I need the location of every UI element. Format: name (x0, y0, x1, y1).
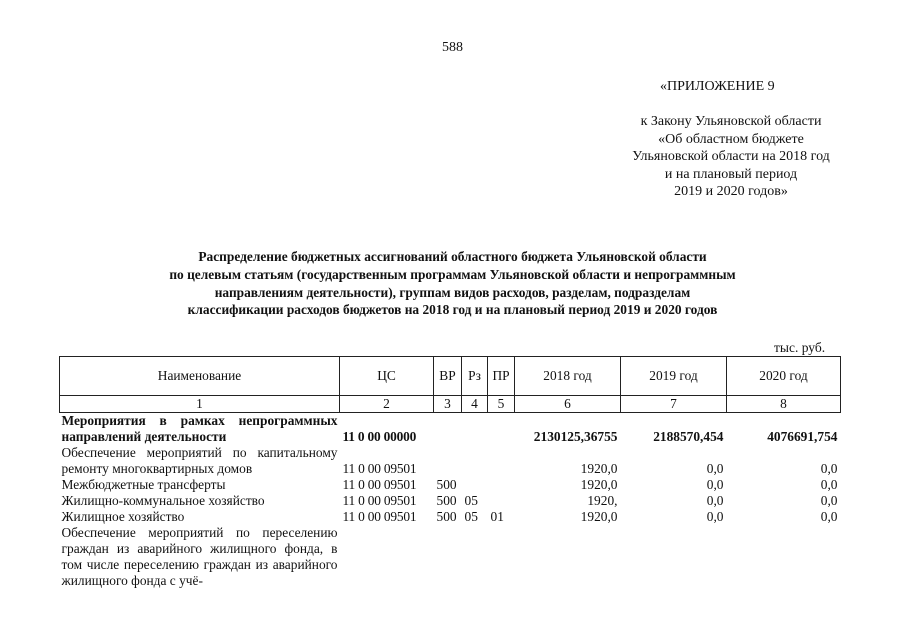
column-number: 4 (462, 396, 488, 413)
row-2018: 2130125,36755 (533, 429, 618, 444)
row-2019: 2188570,454 (653, 429, 724, 444)
row-2020: 0,0 (820, 461, 838, 476)
row-pr: 01 (490, 509, 504, 524)
row-pr (488, 477, 515, 493)
row-2019 (621, 525, 727, 589)
row-2019: 0,0 (706, 461, 724, 476)
row-pr (488, 413, 515, 446)
row-cs: 11 0 00 09501 (342, 493, 417, 508)
row-2020: 4076691,754 (767, 429, 838, 444)
law-reference-line: и на плановый период (664, 166, 798, 182)
column-number-row (60, 396, 841, 413)
table-row (60, 413, 841, 446)
column-number: 6 (515, 396, 621, 413)
header-vr: ВР (434, 357, 462, 396)
table-row (60, 509, 841, 525)
law-reference-line: к Закону Ульяновской области (640, 114, 822, 129)
row-vr (434, 413, 462, 446)
units-label: тыс. руб. (774, 340, 826, 355)
row-2018: 1920,0 (580, 509, 618, 524)
table-row (60, 477, 841, 493)
row-pr (488, 445, 515, 477)
row-2019: 0,0 (706, 509, 724, 524)
document-title-line: по целевым статьям (государственным программам Ульяновской области и непрограммным (169, 266, 736, 282)
law-reference (600, 113, 862, 201)
row-2019: 0,0 (706, 493, 724, 508)
table-row (60, 525, 841, 589)
row-vr: 500 (436, 477, 457, 492)
column-number: 5 (488, 396, 515, 413)
row-name: Обеспечение мероприятий по капитальному ремонту многоквартирных домов (61, 445, 338, 476)
row-cs: 11 0 00 00000 (342, 429, 417, 444)
header-pr: ПР (488, 357, 515, 396)
header-row (60, 357, 841, 396)
row-vr: 500 (436, 509, 457, 524)
row-2020: 0,0 (820, 493, 838, 508)
row-vr: 500 (436, 493, 457, 508)
row-rz: 05 (464, 509, 478, 524)
row-2020: 0,0 (820, 509, 838, 524)
row-cs (340, 525, 434, 589)
row-vr (434, 525, 462, 589)
row-2020 (727, 525, 841, 589)
row-rz (462, 525, 488, 589)
row-rz (462, 445, 488, 477)
row-pr (488, 493, 515, 509)
document-title-line: классификации расходов бюджетов на 2018 год и на плановый период 2019 и 2020 годов (187, 302, 718, 318)
appendix-title: «ПРИЛОЖЕНИЕ 9 (660, 79, 775, 94)
law-reference-line: 2019 и 2020 годов» (674, 184, 788, 199)
row-pr (488, 525, 515, 589)
row-2020: 0,0 (820, 477, 838, 492)
column-number: 1 (60, 396, 340, 413)
row-2018: 1920,0 (580, 477, 618, 492)
row-rz (462, 477, 488, 493)
row-name: Межбюджетные трансферты (61, 477, 226, 492)
column-number: 8 (727, 396, 841, 413)
header-rz: Рз (462, 357, 488, 396)
header-2018: 2018 год (515, 357, 621, 396)
row-name: Мероприятия в рамках непрограммных направлений деятельности (61, 413, 338, 444)
document-title-line: направлениям деятельности), группам видов расходов, разделам, подразделам (214, 284, 691, 300)
row-2018: 1920,0 (580, 461, 618, 476)
document-title-line: Распределение бюджетных ассигнований областного бюджета Ульяновской области (198, 249, 707, 264)
row-cs: 11 0 00 09501 (342, 477, 417, 492)
page-number: 588 (442, 40, 463, 55)
row-2019: 0,0 (706, 477, 724, 492)
row-cs: 11 0 00 09501 (342, 509, 417, 524)
row-rz (462, 413, 488, 446)
header-cs: ЦС (340, 357, 434, 396)
row-name: Жилищное хозяйство (61, 509, 185, 524)
row-vr (434, 445, 462, 477)
row-cs: 11 0 00 09501 (342, 461, 417, 476)
row-rz: 05 (464, 493, 478, 508)
row-name: Жилищно-коммунальное хозяйство (61, 493, 265, 508)
header-2020: 2020 год (727, 357, 841, 396)
law-reference-line: «Об областном бюджете (658, 131, 804, 147)
budget-table (59, 356, 841, 589)
law-reference-line: Ульяновской области на 2018 год (632, 149, 830, 164)
header-2019: 2019 год (621, 357, 727, 396)
header-name: Наименование (60, 357, 340, 396)
column-number: 2 (340, 396, 434, 413)
row-2018: 1920, (587, 493, 618, 508)
table-row (60, 445, 841, 477)
document-title (70, 248, 835, 319)
table-row (60, 493, 841, 509)
column-number: 3 (434, 396, 462, 413)
column-number: 7 (621, 396, 727, 413)
row-2018 (515, 525, 621, 589)
row-name: Обеспечение мероприятий по переселению граждан из аварийного жилищного фонда, в том числе переселению граждан из аварийного жилищного фонда с учё- (61, 525, 338, 588)
